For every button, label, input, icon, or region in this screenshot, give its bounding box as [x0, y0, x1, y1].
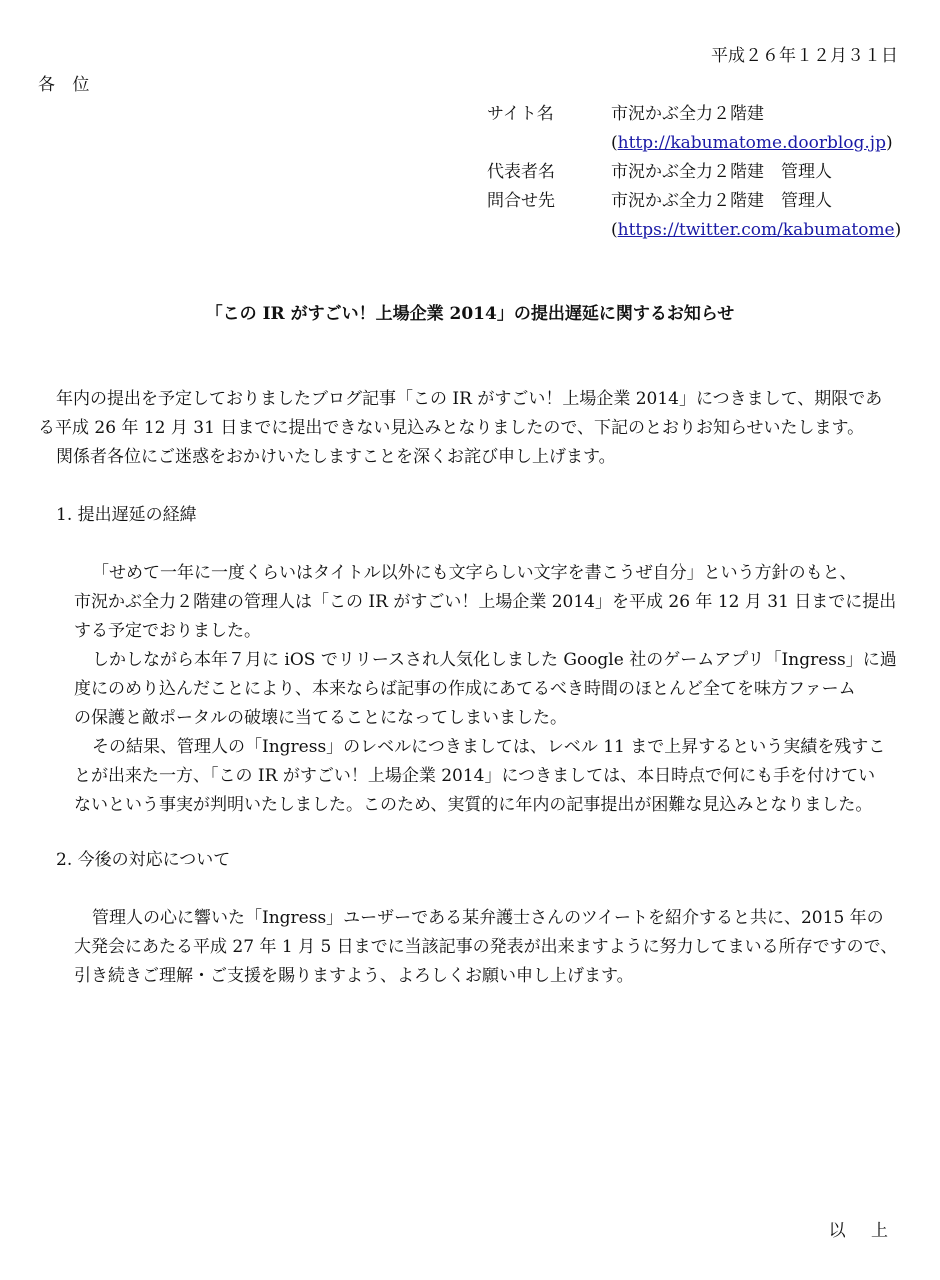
- contact-url-open: (: [611, 220, 618, 240]
- closing-mark: 以 上: [828, 1221, 898, 1241]
- body-line: 市況かぶ全力２階建の管理人は「この IR がすごい！上場企業 2014」を平成 26 年 12 月 31 日までに提出: [74, 592, 897, 612]
- contact-label: 問合せ先: [487, 191, 555, 211]
- body-line: 度にのめり込んだことにより、本来ならば記事の作成にあてるべき時間のほとんど全てを味方ファーム: [74, 679, 856, 699]
- contact-url-line: [611, 218, 901, 242]
- site-url-link[interactable]: http://kabumatome.doorblog.jp: [617, 133, 886, 153]
- section-1-heading: 1. 提出遅延の経緯: [56, 505, 197, 525]
- site-name-value: 市況かぶ全力２階建: [611, 104, 764, 124]
- intro-line: 関係者各位にご迷惑をおかけいたしますことを深くお詫び申し上げます。: [56, 447, 616, 467]
- body-line: 管理人の心に響いた「Ingress」ユーザーである某弁護士さんのツイートを紹介すると共に、2015 年の: [92, 908, 884, 928]
- site-url-open: (: [611, 133, 618, 153]
- contact-url-close: ): [894, 220, 902, 240]
- notice-title: 「この IR がすごい！上場企業 2014」の提出遅延に関するお知らせ: [205, 304, 735, 324]
- body-line: その結果、管理人の「Ingress」のレベルにつきましては、レベル 11 まで上昇するという実績を残すこ: [92, 737, 886, 757]
- body-line: 「せめて一年に一度くらいはタイトル以外にも文字らしい文字を書こうぜ自分」という方針のもと、: [92, 563, 857, 583]
- body-line: する予定でおりました。: [74, 621, 261, 641]
- site-name-label: サイト名: [487, 104, 554, 124]
- contact-url-link[interactable]: https://twitter.com/kabumatome: [617, 220, 895, 240]
- body-line: 大発会にあたる平成 27 年 1 月 5 日までに当該記事の発表が出来ますように努力してまいる所存ですので、: [74, 937, 898, 957]
- intro-line: る平成 26 年 12 月 31 日までに提出できない見込みとなりましたので、下記のとおりお知らせいたします。: [38, 418, 865, 438]
- section-2-heading: 2. 今後の対応について: [56, 850, 231, 870]
- site-url-line: [611, 131, 893, 155]
- body-line: しかしながら本年７月に iOS でリリースされ人気化しました Google 社のゲームアプリ「Ingress」に過: [92, 650, 897, 670]
- representative-label: 代表者名: [487, 162, 555, 182]
- body-line: の保護と敵ポータルの破壊に当てることになってしまいました。: [74, 708, 567, 728]
- body-line: とが出来た一方、「この IR がすごい！上場企業 2014」につきましては、本日時点で何にも手を付けてい: [74, 766, 876, 786]
- addressee: 各 位: [38, 75, 96, 95]
- site-url-close: ): [885, 133, 893, 153]
- contact-value: 市況かぶ全力２階建 管理人: [611, 191, 832, 211]
- representative-value: 市況かぶ全力２階建 管理人: [611, 162, 832, 182]
- body-line: ないという事実が判明いたしました。このため、実質的に年内の記事提出が困難な見込みとなりました。: [74, 795, 873, 815]
- intro-line: 年内の提出を予定しておりましたブログ記事「この IR がすごい！上場企業 2014」につきまして、期限であ: [56, 389, 883, 409]
- document-date: 平成２６年１２月３１日: [711, 46, 898, 66]
- body-line: 引き続きご理解・ご支援を賜りますよう、よろしくお願い申し上げます。: [74, 966, 634, 986]
